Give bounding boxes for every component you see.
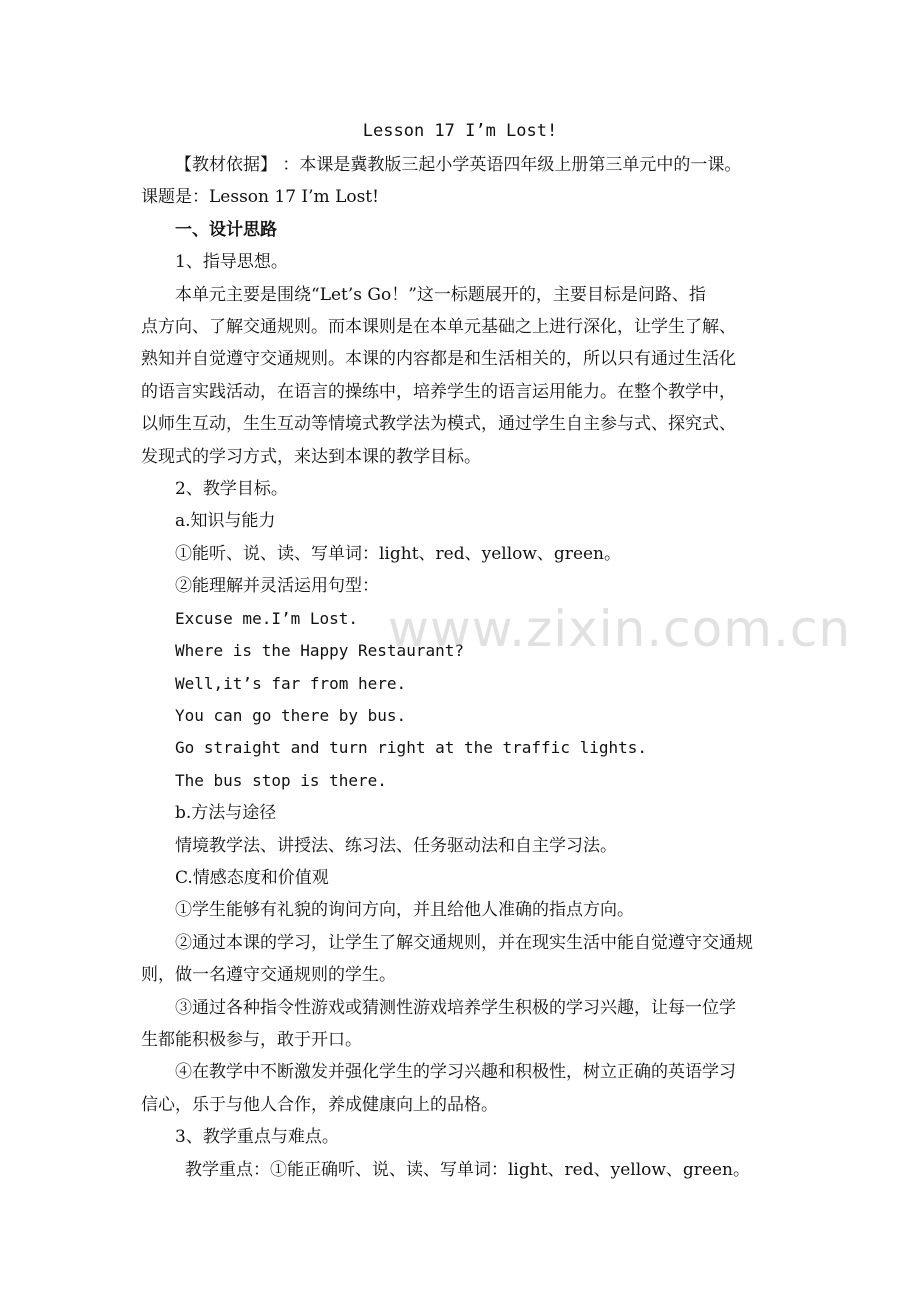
paragraph-line: a.知识与能力 xyxy=(175,511,276,532)
paragraph-line: 课题是：Lesson 17 I’m Lost! xyxy=(141,187,379,208)
paragraph-line: 以师生互动，生生互动等情境式教学法为模式，通过学生自主参与式、探究式、 xyxy=(141,414,736,435)
paragraph-line: C.情感态度和价值观 xyxy=(175,867,329,888)
paragraph-line: 信心，乐于与他人合作，养成健康向上的品格。 xyxy=(141,1094,498,1115)
paragraph-line: The bus stop is there. xyxy=(175,770,387,790)
paragraph-line: 2、教学目标。 xyxy=(175,479,288,500)
paragraph-line: 发现式的学习方式，来达到本课的教学目标。 xyxy=(141,446,481,467)
paragraph-line: ②能理解并灵活运用句型： xyxy=(175,576,379,597)
paragraph-line: ③通过各种指令性游戏或猜测性游戏培养学生积极的学习兴趣，让每一位学 xyxy=(175,997,736,1018)
paragraph-line: Excuse me.I’m Lost. xyxy=(175,608,359,628)
paragraph-line: ④在教学中不断激发并强化学生的学习兴趣和积极性，树立正确的英语学习 xyxy=(175,1062,736,1083)
paragraph-line: 则，做一名遵守交通规则的学生。 xyxy=(141,965,396,986)
paragraph-line: ②通过本课的学习，让学生了解交通规则，并在现实生活中能自觉遵守交通规 xyxy=(175,932,753,953)
document-body xyxy=(141,149,791,1186)
paragraph-line: 3、教学重点与难点。 xyxy=(175,1127,339,1148)
paragraph-line: 本单元主要是围绕“Let’s Go！”这一标题展开的，主要目标是问路、指 xyxy=(175,284,706,305)
paragraph-line: 情境教学法、讲授法、练习法、任务驱动法和自主学习法。 xyxy=(175,835,617,856)
paragraph-line: ①学生能够有礼貌的询问方向，并且给他人准确的指点方向。 xyxy=(175,900,634,921)
paragraph-line: 1、指导思想。 xyxy=(175,252,288,273)
paragraph-line: 教学重点：①能正确听、说、读、写单词：light、red、yellow、green。 xyxy=(185,1159,751,1180)
document-title: Lesson 17 I’m Lost! xyxy=(362,121,558,141)
watermark: www.zixin.com.cn xyxy=(388,600,852,658)
paragraph-line: b.方法与途径 xyxy=(175,803,277,824)
paragraph-line: 一、设计思路 xyxy=(175,219,277,240)
paragraph-line: Go straight and turn right at the traffic lights. xyxy=(175,738,648,758)
paragraph-line: ①能听、说、读、写单词：light、red、yellow、green。 xyxy=(175,543,622,564)
paragraph-line: You can go there by bus. xyxy=(175,705,407,725)
paragraph-line: 点方向、了解交通规则。而本课则是在本单元基础之上进行深化，让学生了解、 xyxy=(141,317,736,338)
paragraph-line: Where is the Happy Restaurant? xyxy=(175,641,464,661)
paragraph-line: 熟知并自觉遵守交通规则。本课的内容都是和生活相关的，所以只有通过生活化 xyxy=(141,349,736,370)
paragraph-line: 生都能积极参与，敢于开口。 xyxy=(141,1029,362,1050)
paragraph-line: 【教材依据】 ：本课是冀教版三起小学英语四年级上册第三单元中的一课。 xyxy=(175,155,742,175)
paragraph-line: 的语言实践活动，在语言的操练中，培养学生的语言运用能力。在整个教学中， xyxy=(141,381,736,402)
paragraph-line: Well,it’s far from here. xyxy=(175,673,407,693)
